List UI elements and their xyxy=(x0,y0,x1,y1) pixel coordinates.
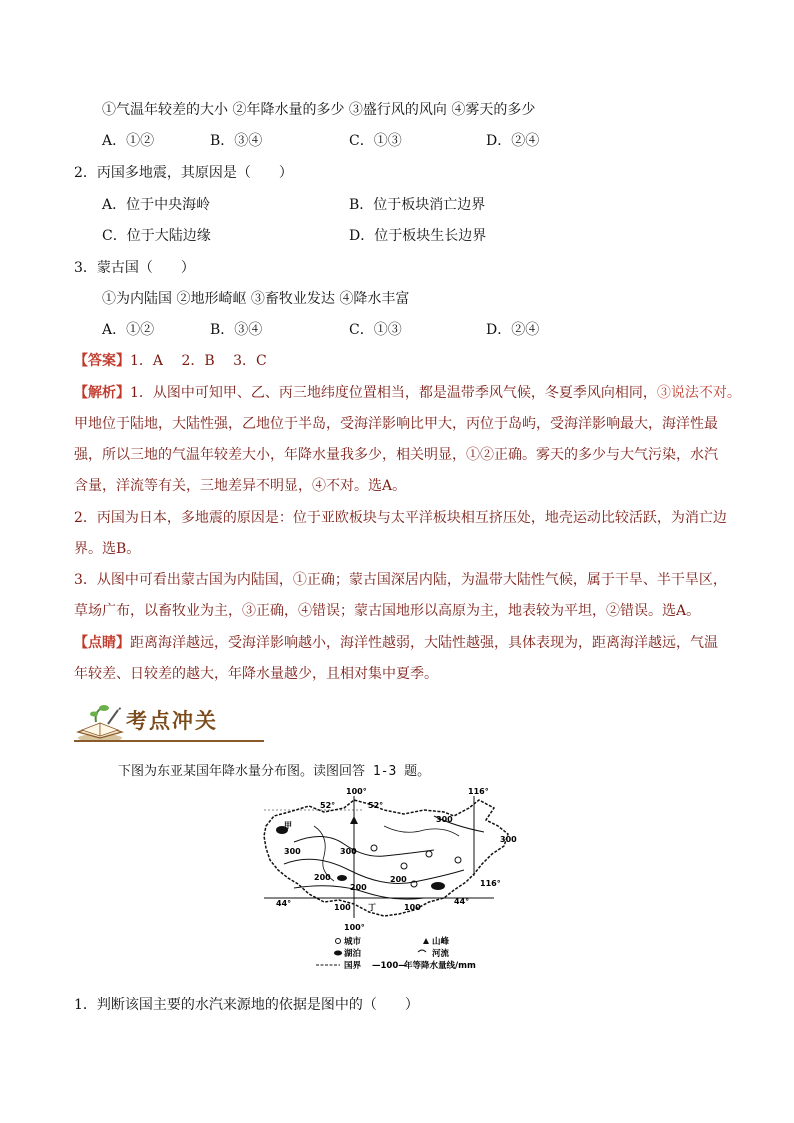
legend-isohyet: 年等降水量线/mm xyxy=(404,961,476,971)
q2-choice-d: D．位于板块生长边界 xyxy=(349,228,487,244)
label-lon-top: 100° xyxy=(346,787,367,796)
analysis-tag: 【解析】 xyxy=(74,385,130,401)
q3-choice-b: B．③④ xyxy=(210,322,263,338)
tip-text-1: 距离海洋越远，受海洋影响越小，海洋性越弱，大陆性越强，具体表现为，距离海洋越远，气温 xyxy=(130,635,718,651)
map-legend xyxy=(316,936,476,971)
legend-peak: 山峰 xyxy=(432,937,450,947)
label-iso200-b: 200 xyxy=(350,883,367,892)
analysis-line-8: 草场广布，以畜牧业为主，③正确，④错误；蒙古国地形以高原为主，地表较为平坦，②错误。选A。 xyxy=(74,603,701,619)
legend-lake: 湖泊 xyxy=(344,949,362,959)
label-iso300-a: 300 xyxy=(436,815,453,824)
q3-choice-d: D．②④ xyxy=(486,322,540,338)
analysis-line-3: 强，所以三地的气温年较差大小，年降水量我多少，相关明显，①②正确。雾天的多少与大气污染，水汽 xyxy=(74,447,718,463)
legend-river: 河流 xyxy=(432,949,450,959)
figure-caption: 下图为东亚某国年降水量分布图。读图回答 1-3 题。 xyxy=(118,764,431,779)
legend-isohyet-sample: —100— xyxy=(372,961,407,971)
country-outline xyxy=(264,800,508,916)
analysis-line-5: 2．丙国为日本，多地震的原因是：位于亚欧板块与太平洋板块相互挤压处，地壳运动比较活跃，为消亡边 xyxy=(74,510,727,526)
answer-tag: 【答案】 xyxy=(74,353,130,369)
tip-line-1 xyxy=(74,633,718,653)
q3-choice-c: C．①③ xyxy=(349,322,402,338)
label-lat52-right: 52° xyxy=(368,801,384,810)
analysis-text-1b: ③说法不对。 xyxy=(656,385,741,401)
label-jia: 甲 xyxy=(284,821,292,830)
analysis-line-2: 甲地位于陆地，大陆性强，乙地位于半岛，受海洋影响比甲大，丙位于岛屿，受海洋影响最大，海洋性最 xyxy=(74,416,718,432)
tip-line-2: 年较差、日较差的越大，年降水量越少，且相对集中夏季。 xyxy=(74,666,438,682)
prev-options-line: ①气温年较差的大小 ②年降水量的多少 ③盛行风的风向 ④雾天的多少 xyxy=(102,102,536,118)
answer-text: 1．A 2．B 3．C xyxy=(130,353,267,369)
label-lat44-right: 44° xyxy=(454,897,470,906)
label-lon-bottom: 100° xyxy=(344,923,365,932)
analysis-line-1 xyxy=(74,383,741,403)
label-iso200-c: 200 xyxy=(390,875,407,884)
label-lon116-bottom: 116° xyxy=(480,879,501,888)
label-iso100-a: 100 xyxy=(334,903,351,912)
q3-options-line: ①为内陆国 ②地形崎岖 ③畜牧业发达 ④降水丰富 xyxy=(102,291,410,307)
book-icon xyxy=(74,702,126,744)
q3-stem: 3．蒙古国（ ） xyxy=(74,260,195,276)
q2-choice-a: A．位于中央海岭 xyxy=(102,197,211,213)
label-lat52-left: 52° xyxy=(320,801,336,810)
prev-choice-a: A．①② xyxy=(102,133,155,149)
label-iso300-b: 300 xyxy=(500,835,517,844)
q2-choice-c: C．位于大陆边缘 xyxy=(102,228,211,244)
label-lat44-left: 44° xyxy=(276,899,292,908)
section-title-underline xyxy=(74,740,264,742)
new-q1-stem: 1．判断该国主要的水汽来源地的依据是图中的（ ） xyxy=(74,997,419,1013)
analysis-text-1a: 1．从图中可知甲、乙、丙三地纬度位置相当，都是温带季风气候，冬夏季风向相同， xyxy=(130,385,657,401)
legend-city: 城市 xyxy=(344,937,362,947)
answer-line xyxy=(74,351,267,371)
analysis-line-7: 3．从图中可看出蒙古国为内陆国，①正确；蒙古国深居内陆，为温带大陆性气候，属于干旱、半干旱区， xyxy=(74,572,727,588)
precipitation-map xyxy=(254,786,544,981)
section-title: 考点冲关 xyxy=(126,709,218,733)
label-iso300-c: 300 xyxy=(284,847,301,856)
legend-border: 国界 xyxy=(344,961,362,971)
tip-tag: 【点睛】 xyxy=(74,635,130,651)
prev-choice-b: B．③④ xyxy=(210,133,263,149)
q3-choice-a: A．①② xyxy=(102,322,155,338)
analysis-line-4: 含量，洋流等有关，三地差异不明显，④不对。选A。 xyxy=(74,478,407,494)
label-iso100-b: 100 xyxy=(404,903,421,912)
label-iso200-a: 200 xyxy=(314,873,331,882)
label-lon116-top: 116° xyxy=(468,787,489,796)
prev-choice-d: D．②④ xyxy=(486,133,540,149)
prev-choice-c: C．①③ xyxy=(349,133,402,149)
q2-stem: 2．丙国多地震，其原因是（ ） xyxy=(74,165,293,181)
label-ding: 丁 xyxy=(368,903,376,912)
q2-choice-b: B．位于板块消亡边界 xyxy=(349,197,486,213)
analysis-line-6: 界。选B。 xyxy=(74,541,141,557)
label-iso300-d: 300 xyxy=(340,847,357,856)
